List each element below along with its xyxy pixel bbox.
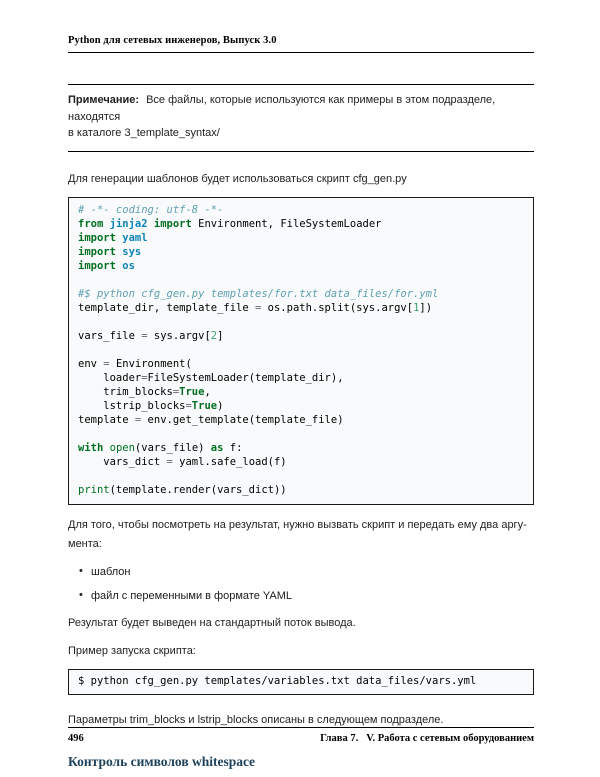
- page-header: [68, 0, 534, 53]
- list-item: [79, 564, 534, 579]
- section-heading: Контроль символов whitespace: [68, 753, 255, 769]
- after-code-line-2: мента:: [68, 537, 102, 550]
- page-number: 496: [68, 733, 84, 744]
- chapter-reference: [320, 733, 534, 744]
- chapter-title: V. Работа с сетевым оборудованием: [366, 733, 534, 744]
- note-line-1: [68, 92, 534, 125]
- intro-paragraph: Для генерации шаблонов будет использоваться скрипт cfg_gen.py: [68, 172, 407, 185]
- bullet-icon: •: [79, 564, 83, 577]
- list-item-label: файл с переменными в формате YAML: [91, 589, 293, 602]
- example-label: Пример запуска скрипта:: [68, 644, 196, 657]
- book-title: Python для сетевых инженеров, Выпуск 3.0: [68, 35, 277, 46]
- shell-command-block: $ python cfg_gen.py templates/variables.txt data_files/vars.yml: [68, 669, 534, 695]
- list-item: [79, 588, 534, 603]
- after-code-line-1: Для того, чтобы посмотреть на результат, нужно вызвать скрипт и передать ему два аргу-: [68, 518, 527, 531]
- list-item-label: шаблон: [91, 565, 131, 578]
- note-text-1: Все файлы, которые используются как примеры в этом подразделе, находятся: [68, 94, 496, 123]
- page-footer: [68, 727, 534, 744]
- bullet-icon: •: [79, 588, 83, 601]
- result-paragraph: Результат будет выведен на стандартный поток вывода.: [68, 616, 356, 629]
- after-code-paragraph: [68, 516, 534, 554]
- note-admonition: [68, 84, 534, 152]
- chapter-label: Глава 7.: [320, 733, 359, 744]
- params-paragraph: Параметры trim_blocks и lstrip_blocks описаны в следующем подразделе.: [68, 713, 444, 726]
- arguments-bullet-list: [68, 566, 534, 603]
- python-code-block: # -*- coding: utf-8 -*- from jinja2 import Environment, FileSystemLoader import yaml import sys import os #$ python cfg_gen.py templates/for.txt data_files/for.yml template_dir, template_file = os.path.split(sys.argv[1]) vars_file = sys.argv[2] env = Environment( loader=FileSystemLoader(template_dir), trim_blocks=True, lstrip_blocks=True) template = env.get_template(template_file) with open(vars_file) as f: vars_dict = yaml.safe_load(f) print(template.render(vars_dict)): [68, 197, 534, 505]
- note-label: Примечание:: [68, 94, 140, 106]
- note-text-2: в каталоге 3_template_syntax/: [68, 127, 220, 139]
